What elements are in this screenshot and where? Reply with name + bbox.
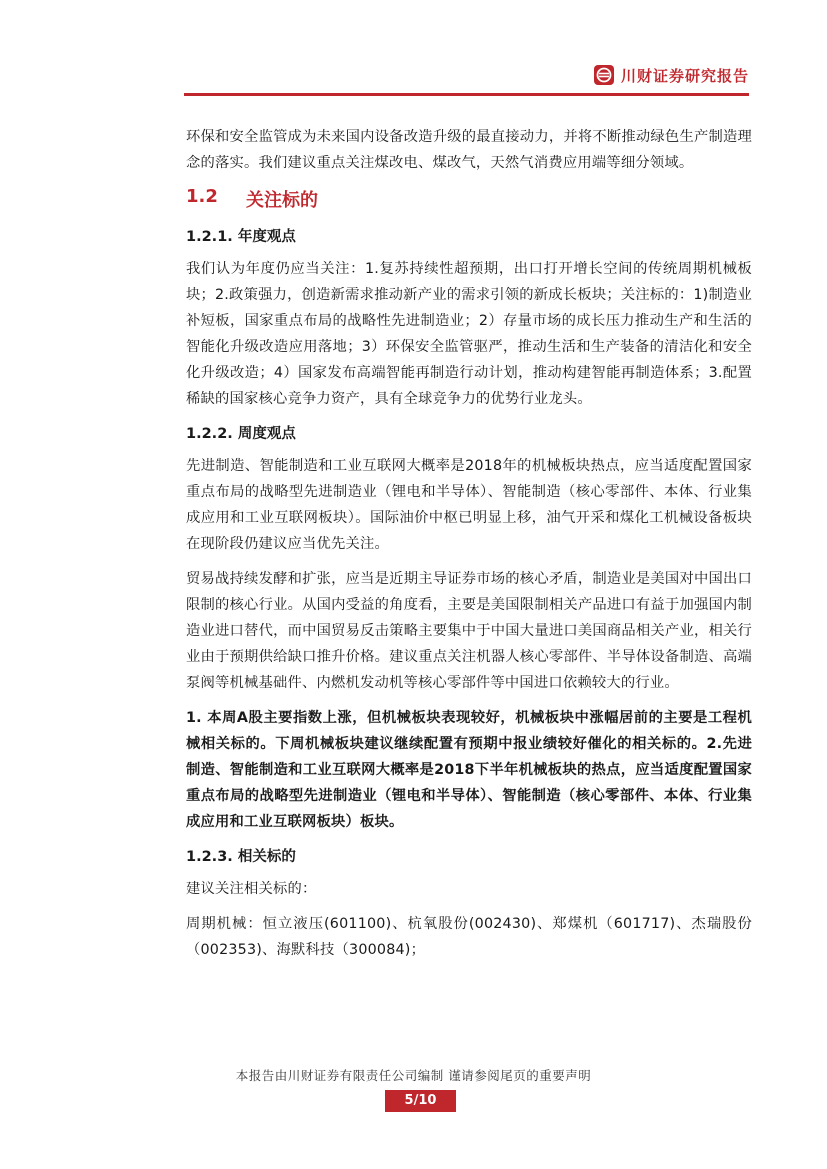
section-heading — [186, 186, 752, 212]
footer-disclaimer: 本报告由川财证券有限责任公司编制 谨请参阅尾页的重要声明 — [235, 1068, 592, 1083]
subsection-heading-annual — [186, 224, 752, 250]
weekly-view-paragraph-1: 先进制造、智能制造和工业互联网大概率是2018年的机械板块热点，应当适度配置国家重点布局的战略型先进制造业（锂电和半导体）、智能制造（核心零部件、本体、行业集成应用和工业互联网板块）。国际油价中枢已明显上移，油气开采和煤化工机械设备板块在现阶段仍建议应当优先关注。 — [186, 458, 752, 552]
brand-title: 川财证券研究报告 — [620, 66, 749, 85]
weekly-view-paragraph-2: 贸易战持续发酵和扩张，应当是近期主导证券市场的核心矛盾，制造业是美国对中国出口限制的核心行业。从国内受益的角度看，主要是美国限制相关产品进口有益于加强国内制造业进口替代，而中国贸易反击策略主要集中于中国大量进口美国商品相关产业，相关行业由于预期供给缺口推升价格。建议重点关注机器人核心零部件、半导体设备制造、高端泵阀等机械基础件、内燃机发动机等核心零部件等中国进口依赖较大的行业。 — [186, 571, 752, 691]
page-number: 5/10 — [385, 1090, 456, 1112]
broker-logo-icon — [593, 64, 615, 86]
header-divider — [184, 93, 749, 96]
subsection-heading-weekly — [186, 421, 752, 447]
subsection-number: 1.2.3. — [186, 849, 233, 865]
subsection-number: 1.2.2. — [186, 426, 233, 442]
subsection-title: 相关标的 — [237, 849, 296, 865]
annual-view-paragraph: 我们认为年度仍应当关注：1.复苏持续性超预期，出口打开增长空间的传统周期机械板块；2.政策强力，创造新需求推动新产业的需求引领的新成长板块；关注标的：1)制造业补短板，国家重点布局的战略性先进制造业；2）存量市场的成长压力推动生产和生活的智能化升级改造应用落地；3）环保安全监管驱严，推动生活和生产装备的清洁化和安全化升级改造；4）国家发布高端智能再制造行动计划，推动构建智能再制造体系；3.配置稀缺的国家核心竞争力资产，具有全球竞争力的优势行业龙头。 — [186, 261, 752, 407]
subsection-number: 1.2.1. — [186, 229, 233, 245]
subsection-title: 周度观点 — [237, 426, 296, 442]
section-number: 1.2 — [186, 186, 218, 207]
page-header — [593, 64, 749, 86]
weekly-view-highlight: 1. 本周A股主要指数上涨，但机械板块表现较好，机械板块中涨幅居前的主要是工程机械相关标的。下周机械板块建议继续配置有预期中报业绩较好催化的相关标的。2.先进制造、智能制造和工业互联网大概率是2018下半年机械板块的热点，应当适度配置国家重点布局的战略型先进制造业（锂电和半导体）、智能制造（核心零部件、本体、行业集成应用和工业互联网板块）板块。 — [186, 710, 752, 830]
targets-intro: 建议关注相关标的： — [186, 881, 317, 897]
intro-paragraph: 环保和安全监管成为未来国内设备改造升级的最直接动力，并将不断推动绿色生产制造理念的落实。我们建议重点关注煤改电、煤改气，天然气消费应用端等细分领域。 — [186, 129, 752, 171]
report-body — [186, 124, 752, 972]
section-title: 关注标的 — [246, 190, 318, 211]
subsection-title: 年度观点 — [237, 229, 296, 245]
targets-list: 周期机械：恒立液压(601100)、杭氧股份(002430)、郑煤机（601717)、杰瑞股份（002353)、海默科技（300084)； — [186, 916, 752, 958]
subsection-heading-targets — [186, 844, 752, 870]
